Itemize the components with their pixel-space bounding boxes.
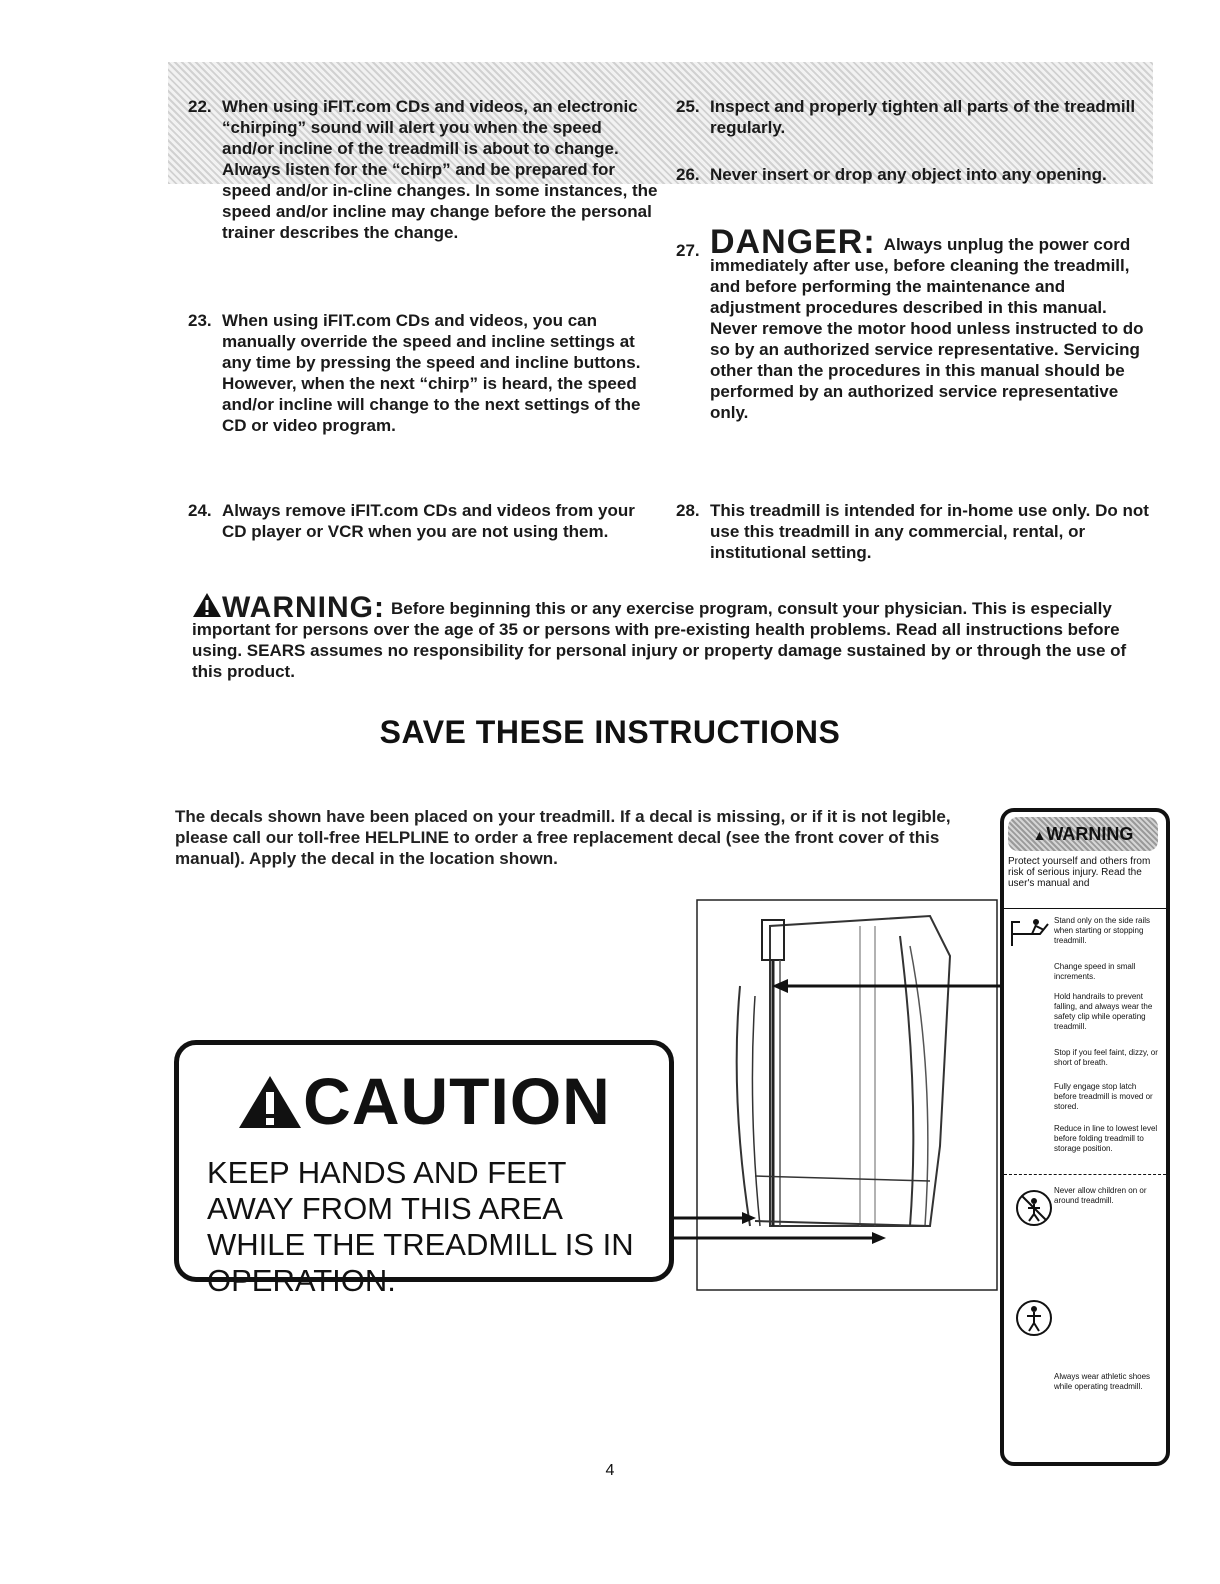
warning-decal-header	[1008, 817, 1158, 851]
warning-decal-intro: Protect yourself and others from risk of serious injury. Read the user's manual and	[1008, 856, 1151, 889]
decal-line-6: Reduce in line to lowest level before folding treadmill to storage position.	[1054, 1124, 1158, 1153]
item-25	[676, 96, 1146, 138]
item-text: Inspect and properly tighten all parts of the treadmill regularly.	[710, 97, 1136, 137]
stand-on-rails-icon	[1010, 916, 1050, 948]
item-24	[188, 500, 658, 542]
item-text: Always remove iFIT.com CDs and videos from your CD player or VCR when you are not using them.	[222, 501, 635, 541]
warning-triangle-icon	[192, 592, 222, 618]
caution-title	[179, 1063, 669, 1139]
item-number: 28.	[676, 501, 700, 520]
warning-decal	[1000, 808, 1170, 1466]
decal-line-5: Fully engage stop latch before treadmill is moved or stored.	[1054, 1082, 1153, 1111]
item-28	[676, 500, 1151, 563]
caution-decal	[174, 1040, 674, 1298]
arrow-to-decal-location	[660, 976, 1005, 1006]
item-text: When using iFIT.com CDs and videos, an electronic “chirping” sound will alert you when the speed and/or incline of the treadmill is about to change. Always listen for the “chirp” and be prepared for speed and/or in-cline changes. In some instances, the speed and/or incline may change before the personal trainer describes the change.	[222, 97, 658, 242]
item-27	[676, 223, 1151, 423]
save-instructions-heading: SAVE THESE INSTRUCTIONS	[379, 714, 841, 750]
item-22	[188, 96, 658, 243]
item-number: 24.	[188, 501, 212, 520]
decal-line-1: Stand only on the side rails when starting or stopping treadmill.	[1054, 916, 1151, 945]
caution-triangle-icon	[237, 1074, 303, 1130]
athletic-shoes-icon	[1014, 1298, 1054, 1338]
no-children-icon	[1014, 1188, 1054, 1228]
decal-line-2: Change speed in small increments.	[1054, 962, 1136, 981]
page-number: 4	[605, 1462, 615, 1479]
warning-decal-title: WARNING	[1046, 824, 1134, 844]
warning-label: WARNING:	[222, 591, 385, 624]
danger-label: DANGER:	[710, 223, 876, 261]
item-text: Never insert or drop any object into any opening.	[710, 165, 1107, 184]
item-26	[676, 164, 1146, 185]
item-text: Always unplug the power cord immediately after use, before cleaning the treadmill, and before performing the maintenance and adjustment procedures described in this manual. Never remove the motor hood unless instructed to do so by an authorized service representative. Servicing other than the procedures in this manual should be performed by an authorized service representative only.	[710, 235, 1144, 422]
item-text: When using iFIT.com CDs and videos, you can manually override the speed and incline settings at any time by pressing the speed and incline buttons. However, when the next “chirp” is heard, the speed and/or incline will change to the next settings of the CD or video program.	[222, 311, 641, 435]
arrow-to-caution-location	[664, 1210, 904, 1260]
item-number: 23.	[188, 311, 212, 330]
item-number: 26.	[676, 165, 700, 184]
decal-line-3: Hold handrails to prevent falling, and always wear the safety clip while operating treadmill.	[1054, 992, 1153, 1031]
caution-title-text: CAUTION	[303, 1064, 611, 1138]
illustration-caption-faint	[680, 1302, 980, 1324]
decal-line-7: Never allow children on or around treadmill.	[1054, 1186, 1147, 1205]
decal-line-8: Always wear athletic shoes while operating treadmill.	[1054, 1372, 1151, 1391]
item-text: This treadmill is intended for in-home use only. Do not use this treadmill in any commercial, rental, or institutional setting.	[710, 501, 1149, 562]
item-number: 27.	[676, 241, 700, 260]
decal-line-4: Stop if you feel faint, dizzy, or short of breath.	[1054, 1048, 1158, 1067]
item-number: 25.	[676, 97, 700, 116]
warning-paragraph	[192, 592, 1147, 682]
decal-warning-triangle-icon: ▲	[1032, 827, 1047, 843]
caution-message: KEEP HANDS AND FEET AWAY FROM THIS AREA WHILE THE TREADMILL IS IN OPERATION.	[207, 1155, 634, 1298]
decal-intro-text: The decals shown have been placed on your treadmill. If a decal is missing, or if it is not legible, please call our toll-free HELPLINE to order a free replacement decal (see the front cover of this manual). Apply the decal in the location shown.	[175, 807, 951, 868]
warning-text: Before beginning this or any exercise program, consult your physician. This is especially important for persons over the age of 35 or persons with pre-existing health problems. Read all instructions before using. SEARS assumes no responsibility for personal injury or property damage sustained by or through the use of this product.	[192, 599, 1127, 681]
item-number: 22.	[188, 97, 212, 116]
item-23	[188, 310, 658, 436]
